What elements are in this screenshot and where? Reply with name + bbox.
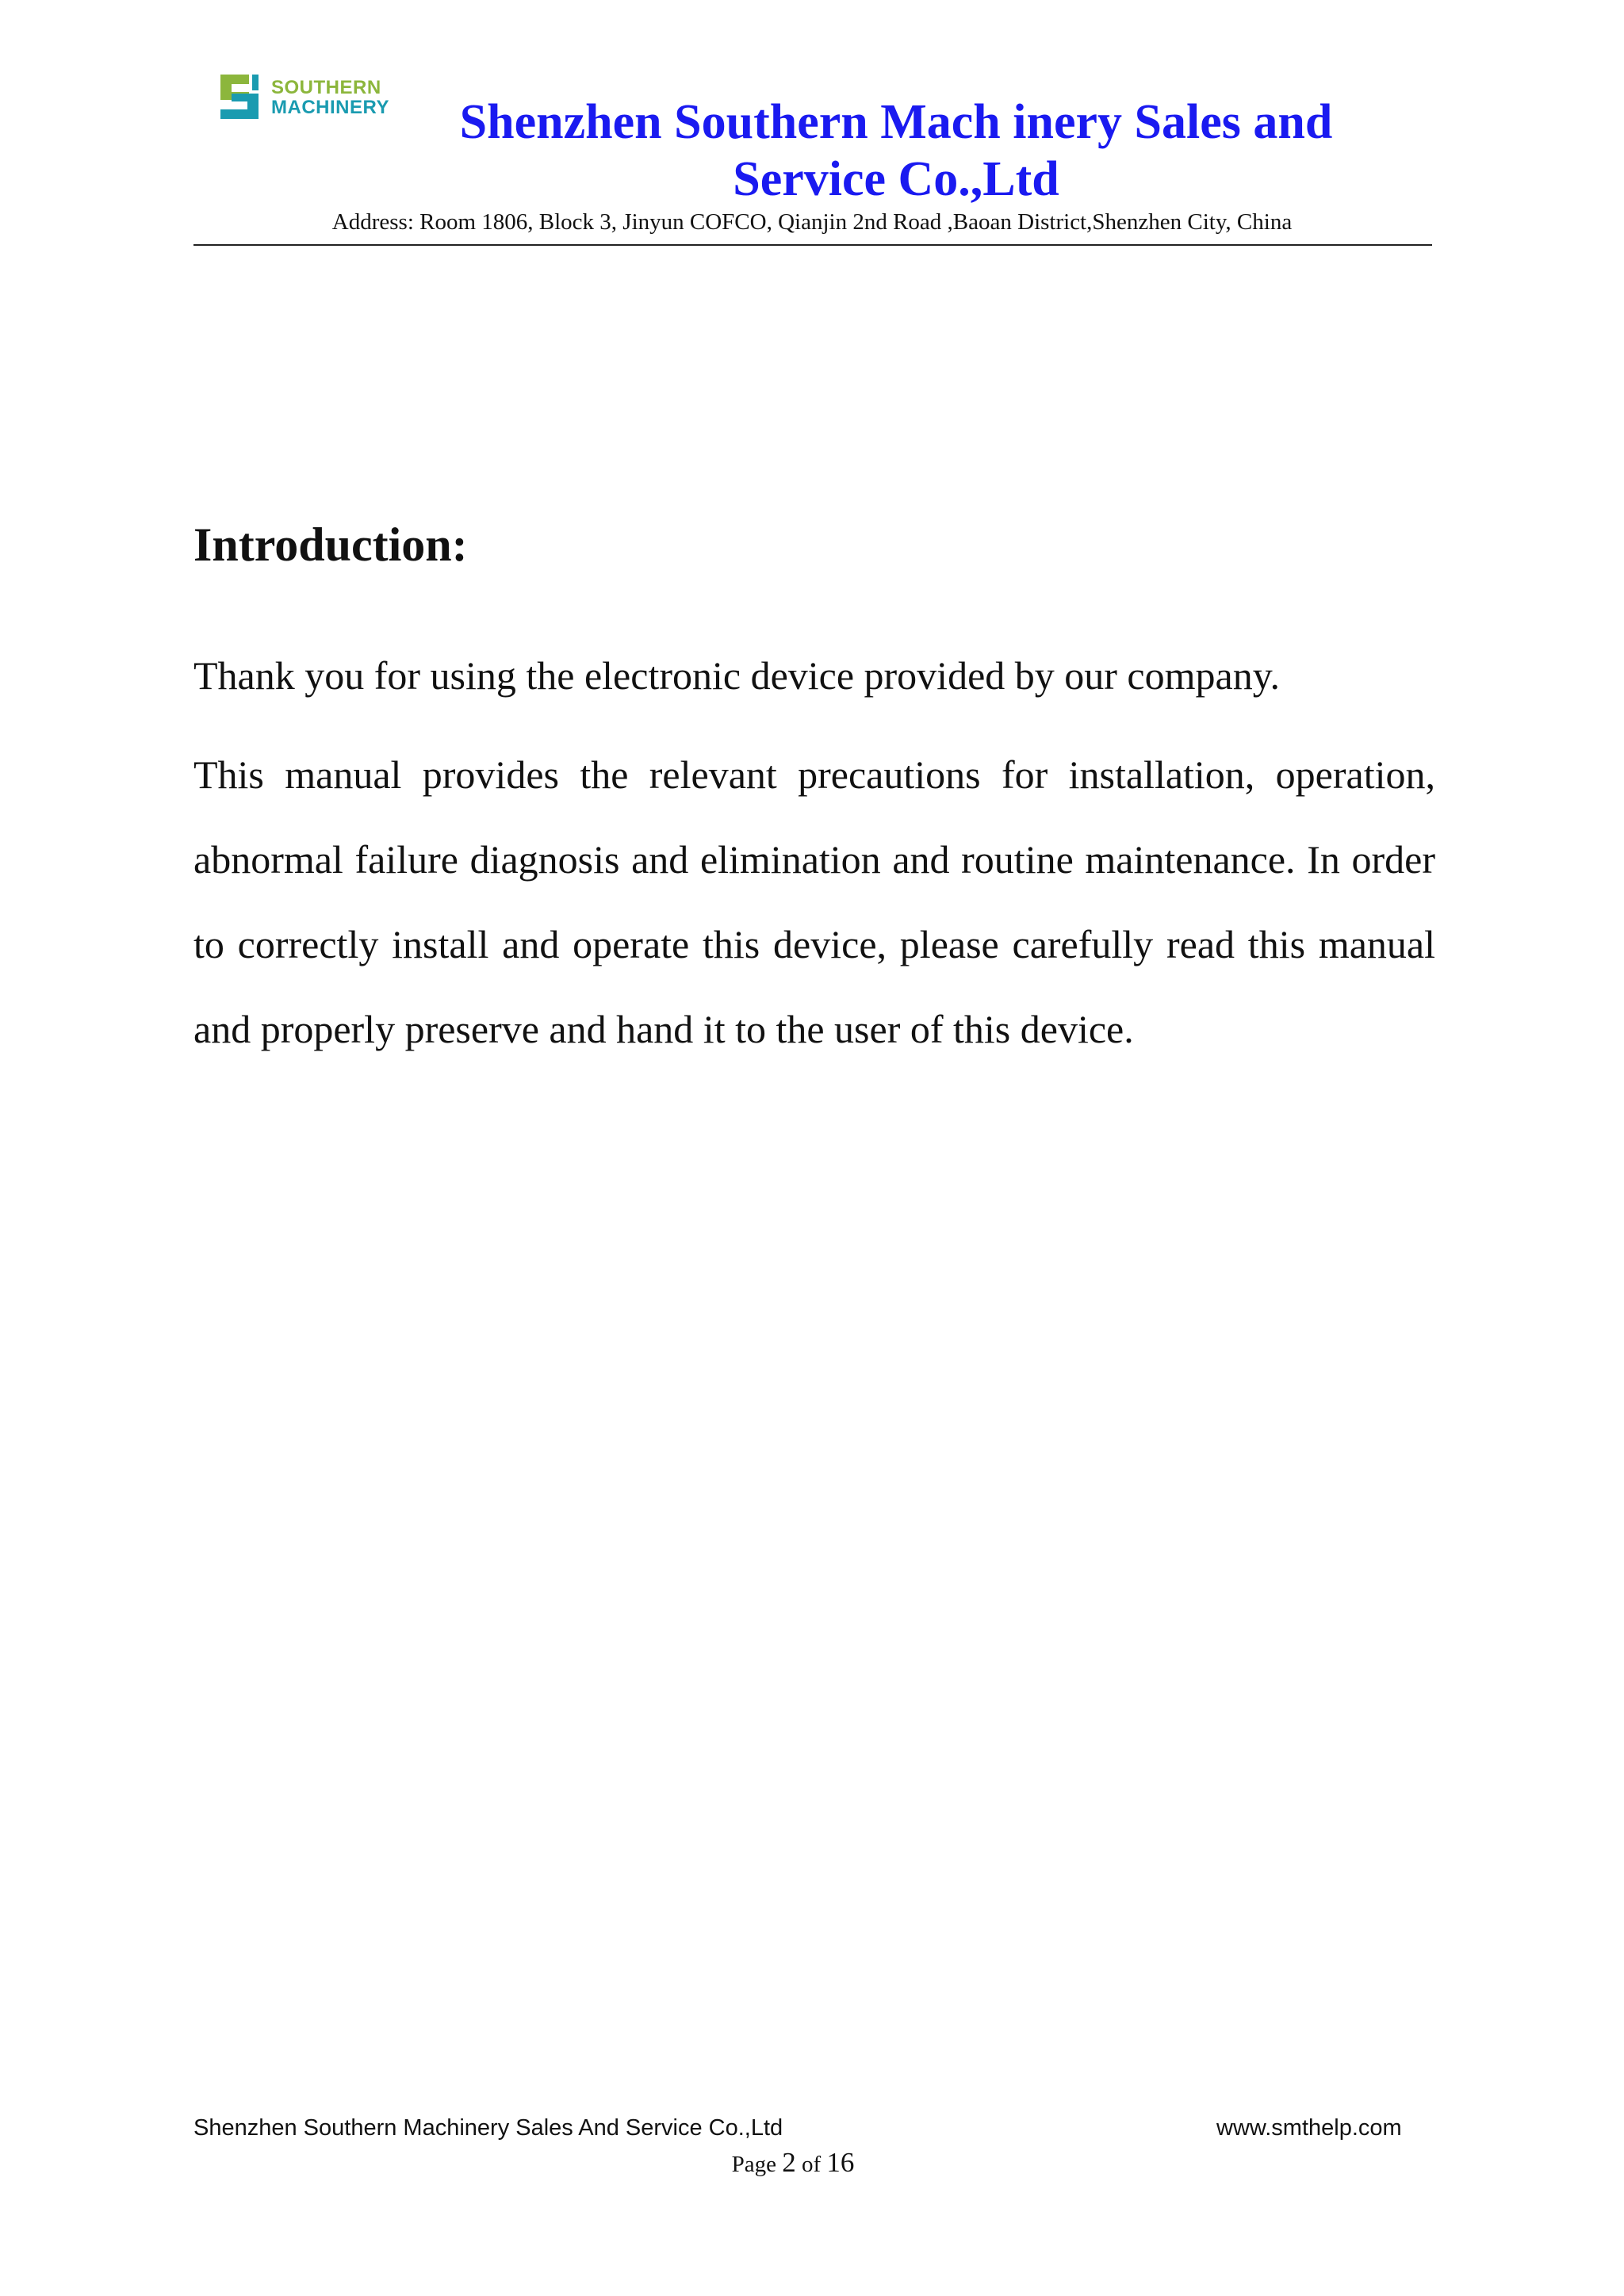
page-number [0,2147,1586,2179]
logo-line2: MACHINERY [271,97,389,118]
page-of: of [801,2152,822,2177]
page-label: Page [731,2152,776,2177]
company-title-line2: Service Co.,Ltd [733,152,1059,206]
logo-wordmark [271,78,389,117]
intro-paragraph-2: This manual provides the relevant precautions for installation, operation, abnormal failure diagnosis and elimination and routine maintenance. In order to correctly install and operate this device, please carefully read this manual and properly preserve and hand it to the user of this device. [193,752,1435,1051]
company-address: Address: Room 1806, Block 3, Jinyun COFCO, Qianjin 2nd Road ,Baoan District,Shenzhen City, China [331,209,1293,235]
company-title-line1: Shenzhen Southern Mach inery Sales and [459,95,1333,149]
page-total: 16 [826,2147,855,2178]
footer-website: www.smthelp.com [1216,2115,1402,2141]
header-divider [193,244,1432,246]
southern-machinery-logo-icon [214,70,265,124]
page-current: 2 [782,2147,796,2178]
footer-company: Shenzhen Southern Machinery Sales And Service Co.,Ltd [193,2115,783,2141]
logo-line1: SOUTHERN [271,77,381,98]
intro-paragraph-1: Thank you for using the electronic device provided by our company. [193,653,1280,698]
section-heading: Introduction: [193,519,468,571]
company-logo [214,70,396,133]
company-title [373,94,1419,208]
